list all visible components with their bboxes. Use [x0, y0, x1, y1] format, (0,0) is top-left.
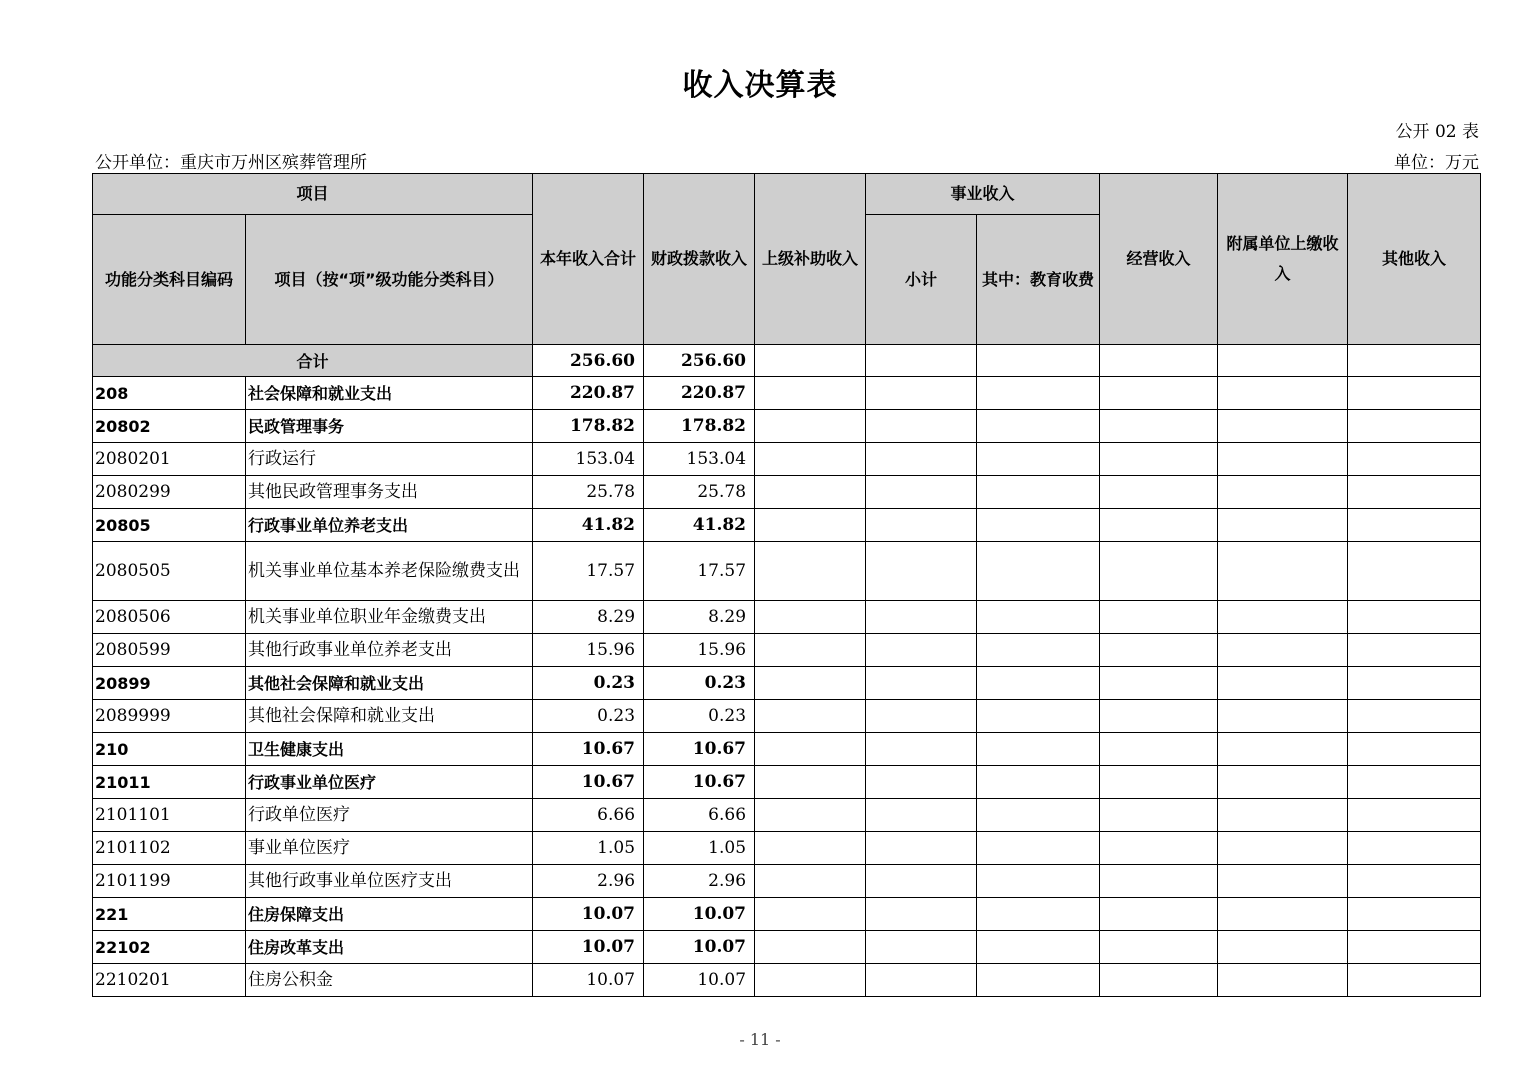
empty-cell: [1348, 443, 1481, 476]
empty-cell: [866, 601, 977, 634]
table-row: [93, 964, 1481, 997]
header-code: 功能分类科目编码: [93, 215, 246, 345]
empty-cell: [755, 832, 866, 865]
table-row: [93, 733, 1481, 766]
row-total-income: 220.87: [533, 377, 644, 410]
empty-cell: [1348, 898, 1481, 931]
row-item-name: 其他行政事业单位养老支出: [246, 634, 533, 667]
empty-cell: [1100, 799, 1218, 832]
total-fiscal-value: 256.60: [644, 345, 755, 377]
empty-cell: [866, 766, 977, 799]
row-code: 20899: [93, 667, 246, 700]
empty-cell: [1348, 410, 1481, 443]
table-row: [93, 377, 1481, 410]
table-row: [93, 509, 1481, 542]
table-row: [93, 799, 1481, 832]
empty-cell: [977, 634, 1100, 667]
row-item-name: 住房改革支出: [246, 931, 533, 964]
empty-cell: [977, 509, 1100, 542]
empty-cell: [1218, 733, 1348, 766]
table-row: [93, 410, 1481, 443]
empty-cell: [1100, 832, 1218, 865]
empty-cell: [1218, 667, 1348, 700]
empty-cell: [977, 964, 1100, 997]
row-total-income: 10.67: [533, 766, 644, 799]
row-item-name: 其他社会保障和就业支出: [246, 700, 533, 733]
row-total-income: 178.82: [533, 410, 644, 443]
row-total-income: 10.67: [533, 733, 644, 766]
empty-cell: [866, 377, 977, 410]
table-row: [93, 700, 1481, 733]
row-item-name: 其他行政事业单位医疗支出: [246, 865, 533, 898]
row-code: 20802: [93, 410, 246, 443]
empty-cell: [977, 931, 1100, 964]
empty-cell: [866, 898, 977, 931]
row-fiscal-income: 25.78: [644, 476, 755, 509]
row-code: 208: [93, 377, 246, 410]
header-total-income: 本年收入合计: [533, 174, 644, 345]
empty-cell: [1348, 799, 1481, 832]
empty-cell: [1218, 542, 1348, 601]
row-total-income: 0.23: [533, 700, 644, 733]
row-item-name: 机关事业单位职业年金缴费支出: [246, 601, 533, 634]
empty-cell: [1100, 476, 1218, 509]
empty-cell: [977, 443, 1100, 476]
empty-cell: [755, 700, 866, 733]
row-code: 2080201: [93, 443, 246, 476]
total-income-value: 256.60: [533, 345, 644, 377]
row-code: 2080599: [93, 634, 246, 667]
total-row: [93, 345, 1481, 377]
empty-cell: [755, 509, 866, 542]
empty-cell: [977, 766, 1100, 799]
row-item-name: 住房保障支出: [246, 898, 533, 931]
empty-cell: [1100, 898, 1218, 931]
table-row: [93, 634, 1481, 667]
empty-cell: [1218, 766, 1348, 799]
row-code: 21011: [93, 766, 246, 799]
empty-cell: [755, 443, 866, 476]
row-code: 22102: [93, 931, 246, 964]
header-other-income: 其他收入: [1348, 174, 1481, 345]
row-item-name: 行政事业单位医疗: [246, 766, 533, 799]
row-total-income: 153.04: [533, 443, 644, 476]
row-code: 2080299: [93, 476, 246, 509]
table-row: [93, 898, 1481, 931]
empty-cell: [755, 377, 866, 410]
page-title: 收入决算表: [682, 68, 838, 103]
row-fiscal-income: 10.07: [644, 898, 755, 931]
table-row: [93, 766, 1481, 799]
empty-cell: [977, 377, 1100, 410]
empty-cell: [977, 476, 1100, 509]
row-code: 2101101: [93, 799, 246, 832]
empty-cell: [1348, 542, 1481, 601]
empty-cell: [1348, 509, 1481, 542]
empty-cell: [977, 898, 1100, 931]
empty-cell: [977, 410, 1100, 443]
row-fiscal-income: 41.82: [644, 509, 755, 542]
table-row: [93, 443, 1481, 476]
empty-cell: [866, 931, 977, 964]
row-item-name: 其他民政管理事务支出: [246, 476, 533, 509]
row-fiscal-income: 15.96: [644, 634, 755, 667]
empty-cell: [1348, 865, 1481, 898]
row-fiscal-income: 6.66: [644, 799, 755, 832]
empty-cell: [1348, 964, 1481, 997]
empty-cell: [977, 700, 1100, 733]
empty-cell: [1348, 733, 1481, 766]
empty-cell: [1348, 601, 1481, 634]
empty-cell: [977, 542, 1100, 601]
row-code: 2089999: [93, 700, 246, 733]
header-education-fee: 其中：教育收费: [977, 215, 1100, 345]
row-code: 20805: [93, 509, 246, 542]
row-total-income: 10.07: [533, 964, 644, 997]
header-upper-subsidy: 上级补助收入: [755, 174, 866, 345]
row-total-income: 8.29: [533, 601, 644, 634]
header-project: 项目: [93, 174, 533, 215]
header-item-name: 项目（按“项”级功能分类科目）: [246, 215, 533, 345]
row-total-income: 0.23: [533, 667, 644, 700]
table-row: [93, 832, 1481, 865]
empty-cell: [1218, 476, 1348, 509]
empty-cell: [1218, 410, 1348, 443]
empty-cell: [1218, 634, 1348, 667]
empty-cell: [1100, 931, 1218, 964]
row-fiscal-income: 17.57: [644, 542, 755, 601]
table-row: [93, 601, 1481, 634]
empty-cell: [866, 542, 977, 601]
empty-cell: [755, 410, 866, 443]
row-item-name: 事业单位医疗: [246, 832, 533, 865]
empty-cell: [755, 931, 866, 964]
empty-cell: [866, 832, 977, 865]
row-code: 210: [93, 733, 246, 766]
empty-cell: [1218, 832, 1348, 865]
row-fiscal-income: 10.07: [644, 931, 755, 964]
row-fiscal-income: 10.67: [644, 766, 755, 799]
header-operating-income: 经营收入: [1100, 174, 1218, 345]
row-fiscal-income: 0.23: [644, 700, 755, 733]
empty-cell: [755, 964, 866, 997]
empty-cell: [1218, 865, 1348, 898]
row-item-name: 民政管理事务: [246, 410, 533, 443]
row-item-name: 卫生健康支出: [246, 733, 533, 766]
header-subtotal: 小计: [866, 215, 977, 345]
row-total-income: 2.96: [533, 865, 644, 898]
row-item-name: 社会保障和就业支出: [246, 377, 533, 410]
row-fiscal-income: 0.23: [644, 667, 755, 700]
row-item-name: 行政单位医疗: [246, 799, 533, 832]
row-fiscal-income: 178.82: [644, 410, 755, 443]
empty-cell: [866, 964, 977, 997]
empty-cell: [1218, 700, 1348, 733]
row-fiscal-income: 153.04: [644, 443, 755, 476]
empty-cell: [755, 766, 866, 799]
row-fiscal-income: 10.67: [644, 733, 755, 766]
empty-cell: [1218, 377, 1348, 410]
empty-cell: [755, 865, 866, 898]
empty-cell: [1218, 509, 1348, 542]
row-fiscal-income: 8.29: [644, 601, 755, 634]
empty-cell: [755, 898, 866, 931]
empty-cell: [1100, 865, 1218, 898]
empty-cell: [1348, 832, 1481, 865]
row-total-income: 25.78: [533, 476, 644, 509]
row-total-income: 1.05: [533, 832, 644, 865]
empty-cell: [1348, 766, 1481, 799]
empty-cell: [755, 667, 866, 700]
empty-cell: [1100, 667, 1218, 700]
row-fiscal-income: 220.87: [644, 377, 755, 410]
table-row: [93, 667, 1481, 700]
empty-cell: [866, 509, 977, 542]
empty-cell: [1218, 898, 1348, 931]
empty-cell: [1100, 410, 1218, 443]
form-number: 公开 02 表: [1395, 122, 1479, 142]
empty-cell: [1218, 964, 1348, 997]
empty-cell: [1100, 634, 1218, 667]
empty-cell: [755, 542, 866, 601]
row-code: 2101199: [93, 865, 246, 898]
table-row: [93, 931, 1481, 964]
empty-cell: [977, 832, 1100, 865]
empty-cell: [1348, 700, 1481, 733]
table-row: [93, 865, 1481, 898]
header-affiliated-income: 附属单位上缴收入: [1218, 174, 1348, 345]
empty-cell: [866, 733, 977, 766]
empty-cell: [1100, 601, 1218, 634]
empty-cell: [866, 634, 977, 667]
row-total-income: 41.82: [533, 509, 644, 542]
empty-cell: [1218, 443, 1348, 476]
row-total-income: 10.07: [533, 898, 644, 931]
row-item-name: 其他社会保障和就业支出: [246, 667, 533, 700]
empty-cell: [1348, 931, 1481, 964]
empty-cell: [866, 700, 977, 733]
row-total-income: 17.57: [533, 542, 644, 601]
total-label: 合计: [93, 345, 533, 377]
row-code: 221: [93, 898, 246, 931]
empty-cell: [977, 601, 1100, 634]
empty-cell: [1100, 443, 1218, 476]
empty-cell: [1348, 634, 1481, 667]
row-item-name: 行政事业单位养老支出: [246, 509, 533, 542]
empty-cell: [977, 799, 1100, 832]
empty-cell: [866, 667, 977, 700]
row-fiscal-income: 2.96: [644, 865, 755, 898]
empty-cell: [1348, 476, 1481, 509]
row-item-name: 行政运行: [246, 443, 533, 476]
header-fiscal-income: 财政拨款收入: [644, 174, 755, 345]
empty-cell: [755, 733, 866, 766]
row-item-name: 住房公积金: [246, 964, 533, 997]
page-number: - 11 -: [739, 1030, 781, 1049]
row-code: 2080505: [93, 542, 246, 601]
row-code: 2101102: [93, 832, 246, 865]
empty-cell: [755, 634, 866, 667]
empty-cell: [977, 667, 1100, 700]
empty-cell: [866, 799, 977, 832]
row-total-income: 6.66: [533, 799, 644, 832]
empty-cell: [866, 865, 977, 898]
table-row: [93, 542, 1481, 601]
row-fiscal-income: 10.07: [644, 964, 755, 997]
reporting-unit: 公开单位：重庆市万州区殡葬管理所: [95, 153, 367, 173]
empty-cell: [755, 601, 866, 634]
row-total-income: 15.96: [533, 634, 644, 667]
empty-cell: [866, 443, 977, 476]
table-row: [93, 476, 1481, 509]
empty-cell: [977, 733, 1100, 766]
empty-cell: [1218, 601, 1348, 634]
empty-cell: [1100, 542, 1218, 601]
empty-cell: [1348, 377, 1481, 410]
empty-cell: [1218, 931, 1348, 964]
empty-cell: [1100, 509, 1218, 542]
row-total-income: 10.07: [533, 931, 644, 964]
empty-cell: [1348, 667, 1481, 700]
empty-cell: [1100, 377, 1218, 410]
empty-cell: [866, 410, 977, 443]
empty-cell: [755, 799, 866, 832]
empty-cell: [1100, 700, 1218, 733]
empty-cell: [1100, 964, 1218, 997]
empty-cell: [755, 476, 866, 509]
empty-cell: [866, 476, 977, 509]
empty-cell: [977, 865, 1100, 898]
empty-cell: [1100, 733, 1218, 766]
header-business-income: 事业收入: [866, 174, 1100, 215]
empty-cell: [1218, 799, 1348, 832]
empty-cell: [1100, 766, 1218, 799]
row-code: 2080506: [93, 601, 246, 634]
row-fiscal-income: 1.05: [644, 832, 755, 865]
row-item-name: 机关事业单位基本养老保险缴费支出: [246, 542, 533, 601]
row-code: 2210201: [93, 964, 246, 997]
currency-unit: 单位：万元: [1394, 153, 1479, 173]
income-table: [92, 173, 1481, 997]
